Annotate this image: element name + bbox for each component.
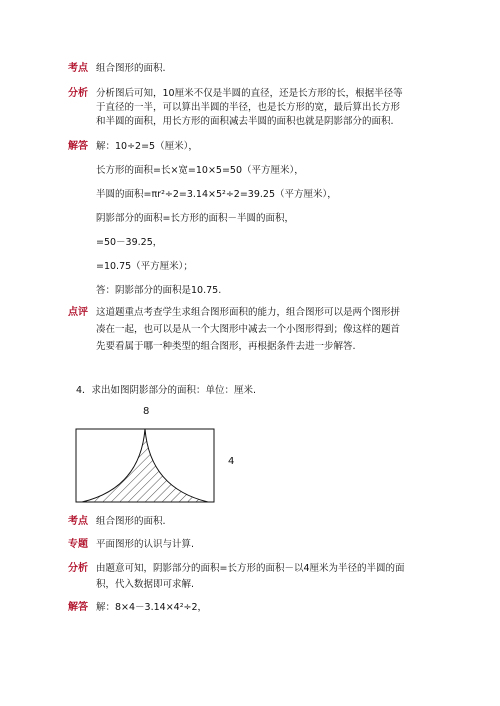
dianping-tag: 点评 [68,307,88,318]
jieda-line-2: 长方形的面积=长×宽=10×5=50（平方厘米）， [96,165,304,176]
jieda-2-tag: 解答 [68,602,88,613]
fenxi-line-3: 和半圆的面积，用长方形的面积减去半圆的面积也就是阴影部分的面积. [96,116,394,127]
jieda-2-text: 解：8×4－3.14×4²÷2， [96,602,208,613]
jieda-tag: 解答 [68,141,88,152]
jieda-line-5: =50－39.25， [96,237,163,248]
dianping-line-2: 凑在一起，也可以是从一个大图形中减去一个小图形得到；像这样的题首 [96,324,401,335]
figure-height-label: 4 [228,456,235,467]
dianping-line-3: 先要看属于哪一种类型的组合图形，再根据条件去进一步解答. [96,341,356,352]
jieda-line-3: 半圆的面积=πr²÷2=3.14×5²÷2=39.25（平方厘米）， [96,189,337,200]
fenxi-2-line-1: 由题意可知，阴影部分的面积=长方形的面积－以4厘米为半径的半圆的面 [96,563,405,574]
zhuanti-text: 平面图形的认识与计算. [96,539,195,550]
jieda-line-6: =10.75（平方厘米）； [96,261,193,272]
jieda-line-1: 解：10÷2=5（厘米）， [96,141,198,152]
figure-width-label: 8 [143,406,150,417]
shaded-figure [68,426,220,506]
kaodian-2-text: 组合图形的面积. [96,516,166,527]
fenxi-line-1: 分析图后可知，10厘米不仅是半圆的直径，还是长方形的长，根据半径等 [96,88,403,99]
fenxi-line-2: 于直径的一半，可以算出半圆的半径，也是长方形的宽，最后算出长方形 [96,102,401,113]
jieda-line-4: 阴影部分的面积=长方形的面积－半圆的面积， [96,213,294,224]
shaded-region [82,429,208,502]
dianping-line-1: 这道题重点考查学生求组合图形面积的能力，组合图形可以是两个图形拼 [96,307,401,318]
fenxi-2-tag: 分析 [68,563,88,574]
zhuanti-tag: 专题 [68,539,88,550]
jieda-line-7: 答：阴影部分的面积是10.75. [96,285,222,296]
fenxi-2-line-2: 积，代入数据即可求解. [96,579,195,590]
kaodian-2-tag: 考点 [68,516,88,527]
fenxi-tag: 分析 [68,88,88,99]
kaodian-text: 组合图形的面积. [96,63,166,74]
problem-4-question: 4．求出如图阴影部分的面积：单位：厘米. [76,385,257,396]
kaodian-tag: 考点 [68,63,88,74]
